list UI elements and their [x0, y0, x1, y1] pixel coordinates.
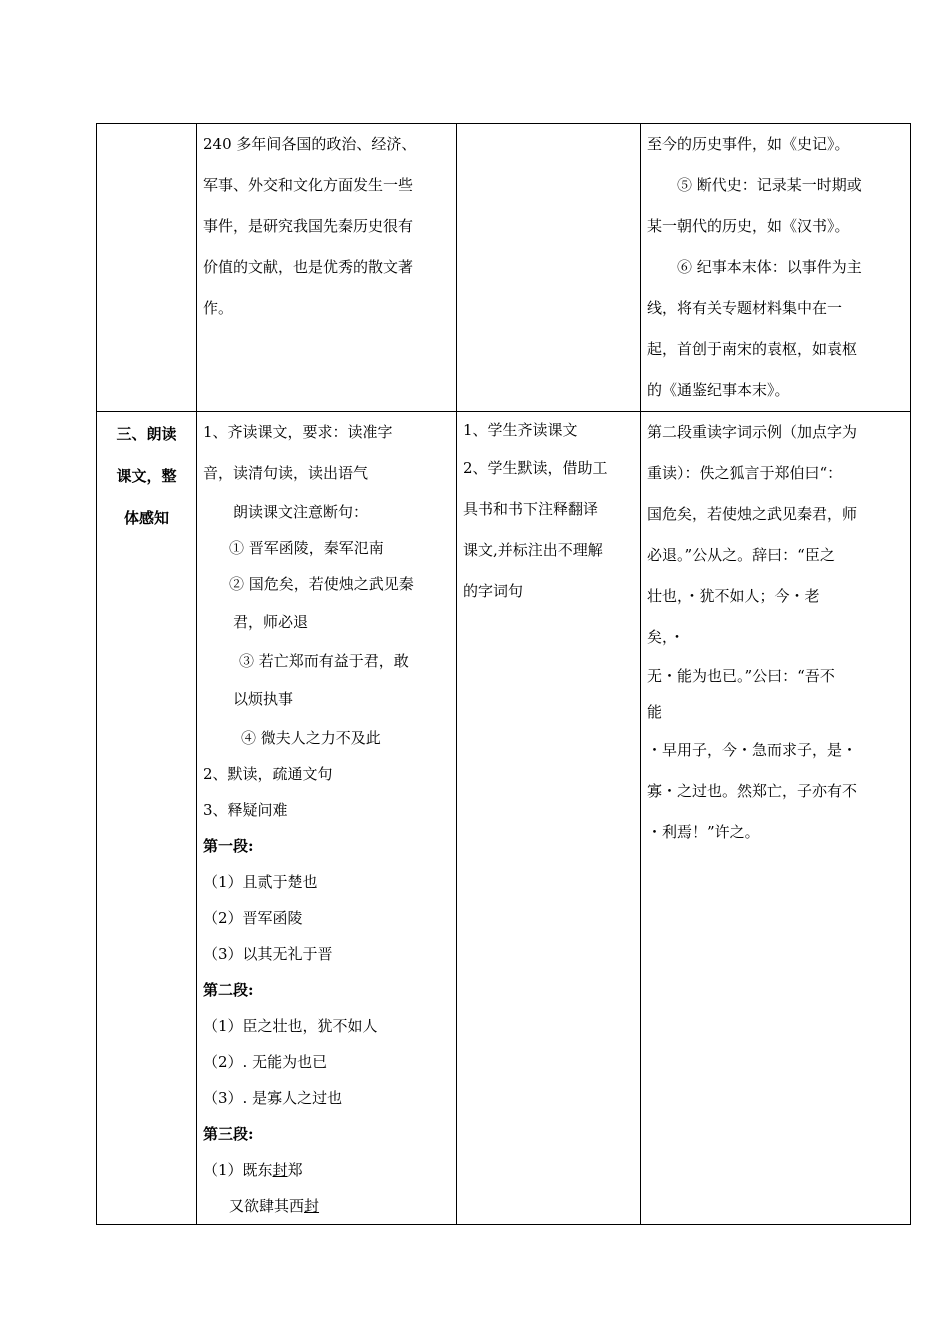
text-line: ⑥ 纪事本末体：以事件为主 [677, 258, 862, 276]
text-line: 作。 [203, 299, 234, 317]
text-line: 2、默读，疏通文句 [203, 765, 333, 783]
section-title-line: 课文，整 [116, 467, 177, 485]
text-line: 课文,并标注出不理解 [463, 541, 603, 559]
cell-student-activity [457, 412, 641, 1225]
table-row [97, 124, 911, 412]
lesson-plan-table [96, 123, 911, 1225]
text-line: 矣，・ [647, 628, 685, 646]
text-line: 第二段重读字词示例（加点字为 [647, 423, 858, 441]
text-line: （3）. 是寡人之过也 [203, 1089, 343, 1107]
text-line: 线，将有关专题材料集中在一 [647, 299, 843, 317]
text-line: （1）臣之壮也，犹不如人 [203, 1017, 378, 1035]
text-line: 1、学生齐读课文 [463, 421, 578, 439]
text-line: （3）以其无礼于晋 [203, 945, 333, 963]
text-line [203, 1188, 450, 1224]
paragraph-heading: 第一段: [203, 837, 254, 855]
paragraph-heading: 第二段: [203, 981, 254, 999]
text-line: ・利焉！”许之。 [647, 823, 760, 841]
cell-section-title [97, 412, 197, 1225]
text-line: 某一朝代的历史，如《汉书》。 [647, 217, 850, 235]
text-line: （1）且贰于楚也 [203, 873, 318, 891]
text-fragment: 又欲肆其西 [229, 1197, 305, 1215]
text-line: 至今的历史事件，如《史记》。 [647, 135, 850, 153]
text-line: 事件，是研究我国先秦历史很有 [203, 217, 414, 235]
text-line: 重读）：佚之狐言于郑伯曰“： [647, 464, 843, 482]
text-line: （2）晋军函陵 [203, 909, 303, 927]
text-line: 240 多年间各国的政治、经济、 [203, 135, 417, 153]
text-line: 2、学生默读，借助工 [463, 459, 608, 477]
section-title-line: 体感知 [123, 509, 169, 527]
section-title-line: 三、朗读 [116, 425, 177, 443]
cell-teacher-activity [197, 412, 457, 1225]
table-row [97, 412, 911, 1225]
text-fragment: （1）既东 [203, 1161, 273, 1179]
text-line: 军事、外交和文化方面发生一些 [203, 176, 414, 194]
text-line: 壮也，・犹不如人；今・老 [647, 587, 820, 605]
cell-student-activity-empty [457, 124, 641, 412]
cell-notes [641, 124, 911, 412]
text-line: 国危矣，若使烛之武见秦君，师 [647, 505, 858, 523]
text-line: ② 国危矣，若使烛之武见秦 [229, 575, 414, 593]
text-line [203, 1152, 450, 1188]
text-line: 1、齐读课文，要求：读准字 [203, 423, 393, 441]
text-line: （2）. 无能为也已 [203, 1053, 328, 1071]
text-line: 能 [647, 703, 663, 721]
text-line: 音，读清句读，读出语气 [203, 464, 369, 482]
text-line: 寡・之过也。然郑亡，子亦有不 [647, 782, 858, 800]
text-line: ③ 若亡郑而有益于君，敢 [239, 652, 409, 670]
text-line: 君，师必退 [233, 613, 309, 631]
cell-section-empty [97, 124, 197, 412]
text-line: 朗读课文注意断句： [233, 503, 369, 521]
text-line: 起，首创于南宋的袁枢，如袁枢 [647, 340, 858, 358]
underlined-word: 封 [304, 1197, 320, 1215]
text-line: 价值的文献，也是优秀的散文著 [203, 258, 414, 276]
paragraph-heading: 第三段: [203, 1125, 254, 1143]
text-line: ④ 微夫人之力不及此 [241, 729, 381, 747]
text-line: 具书和书下注释翻译 [463, 500, 599, 518]
text-line: 无・能为也已。”公曰：“吾不 [647, 667, 835, 685]
text-line: ① 晋军函陵，秦军氾南 [229, 539, 384, 557]
text-line: 的字词句 [463, 582, 524, 600]
cell-content [197, 124, 457, 412]
underlined-word: 封 [272, 1161, 288, 1179]
text-line: ⑤ 断代史：记录某一时期或 [677, 176, 862, 194]
text-line: 以烦执事 [233, 690, 294, 708]
cell-notes [641, 412, 911, 1225]
text-fragment: 郑 [287, 1161, 303, 1179]
text-line: 必退。”公从之。辞曰：“臣之 [647, 546, 835, 564]
text-line: ・早用子，今・急而求子，是・ [647, 741, 858, 759]
text-line: 的《通鉴纪事本末》。 [647, 381, 790, 399]
text-line: 3、释疑问难 [203, 801, 288, 819]
